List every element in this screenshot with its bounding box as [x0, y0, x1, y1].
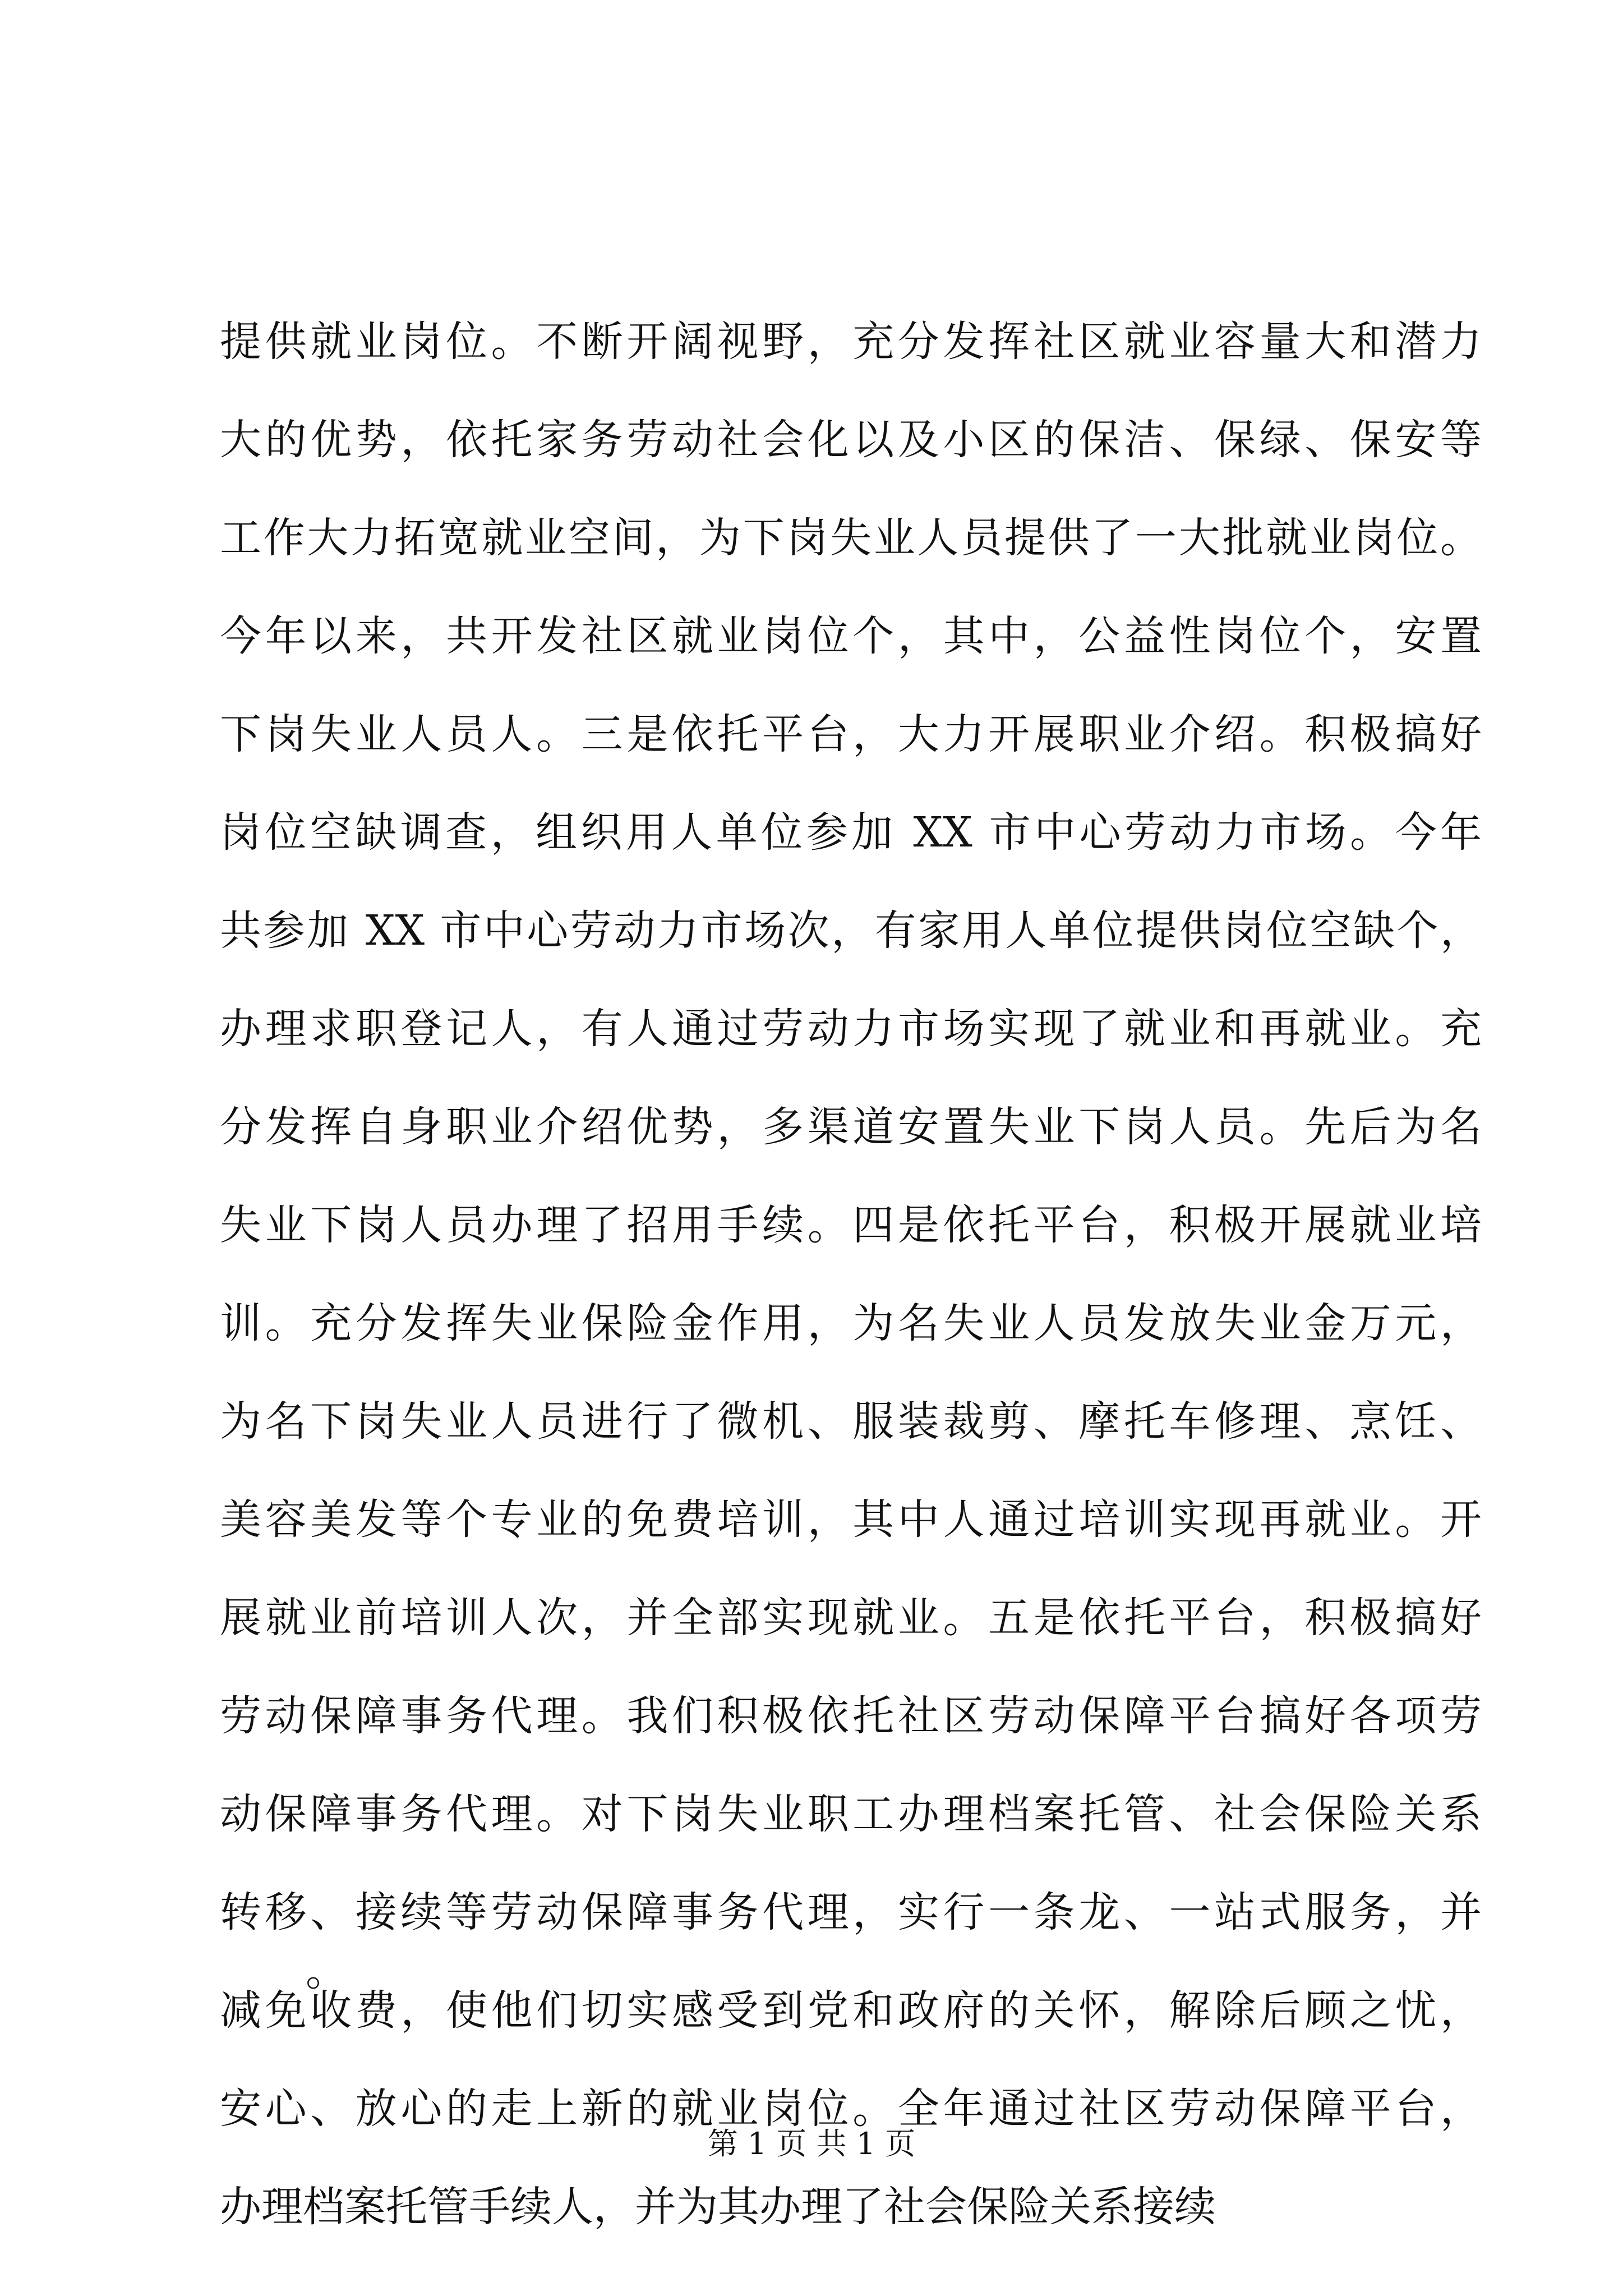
text-line-10: 失业下岗人员办理了招用手续。四是依托平台，积极开展就业培 — [220, 1201, 1482, 1249]
text-line-8: 办理求职登记人，有人通过劳动力市场实现了就业和再就业。充 — [220, 1005, 1482, 1053]
text-line-6: 岗位空缺调查，组织用人单位参加 XX 市中心劳动力市场。今年 — [220, 808, 1482, 857]
text-line-15: 劳动保障事务代理。我们积极依托社区劳动保障平台搞好各项劳 — [220, 1692, 1482, 1740]
trailing-period: 。 — [306, 1947, 347, 1995]
text-line-2: 大的优势，依托家务劳动社会化以及小区的保洁、保绿、保安等 — [220, 416, 1482, 464]
text-line-7: 共参加 XX 市中心劳动力市场次，有家用人单位提供岗位空缺个， — [220, 907, 1482, 955]
text-line-19: 安心、放心的走上新的就业岗位。全年通过社区劳动保障平台， — [220, 2085, 1482, 2133]
text-line-9: 分发挥自身职业介绍优势，多渠道安置失业下岗人员。先后为名 — [220, 1103, 1482, 1151]
body-paragraph — [220, 293, 1482, 2256]
text-line-16: 动保障事务代理。对下岗失业职工办理档案托管、社会保险关系 — [220, 1790, 1482, 1838]
text-line-13: 美容美发等个专业的免费培训，其中人通过培训实现再就业。开 — [220, 1496, 1482, 1544]
text-line-18: 减免收费，使他们切实感受到党和政府的关怀，解除后顾之忧， — [220, 1986, 1482, 2035]
text-line-5: 下岗失业人员人。三是依托平台，大力开展职业介绍。积极搞好 — [220, 710, 1482, 758]
text-line-14: 展就业前培训人次，并全部实现就业。五是依托平台，积极搞好 — [220, 1594, 1482, 1642]
text-line-1: 提供就业岗位。不断开阔视野，充分发挥社区就业容量大和潜力 — [220, 318, 1482, 366]
text-line-20: 办理档案托管手续人，并为其办理了社会保险关系接续 — [220, 2183, 1216, 2231]
text-line-3: 工作大力拓宽就业空间，为下岗失业人员提供了一大批就业岗位。 — [220, 514, 1482, 562]
page-number-label: 第 1 页 共 1 页 — [707, 2126, 916, 2161]
text-line-12: 为名下岗失业人员进行了微机、服装裁剪、摩托车修理、烹饪、 — [220, 1397, 1482, 1446]
text-line-11: 训。充分发挥失业保险金作用，为名失业人员发放失业金万元， — [220, 1299, 1482, 1347]
text-line-17: 转移、接续等劳动保障事务代理，实行一条龙、一站式服务，并 — [220, 1888, 1482, 1936]
text-line-4: 今年以来，共开发社区就业岗位个，其中，公益性岗位个，安置 — [220, 612, 1482, 660]
page-footer — [0, 2122, 1623, 2166]
